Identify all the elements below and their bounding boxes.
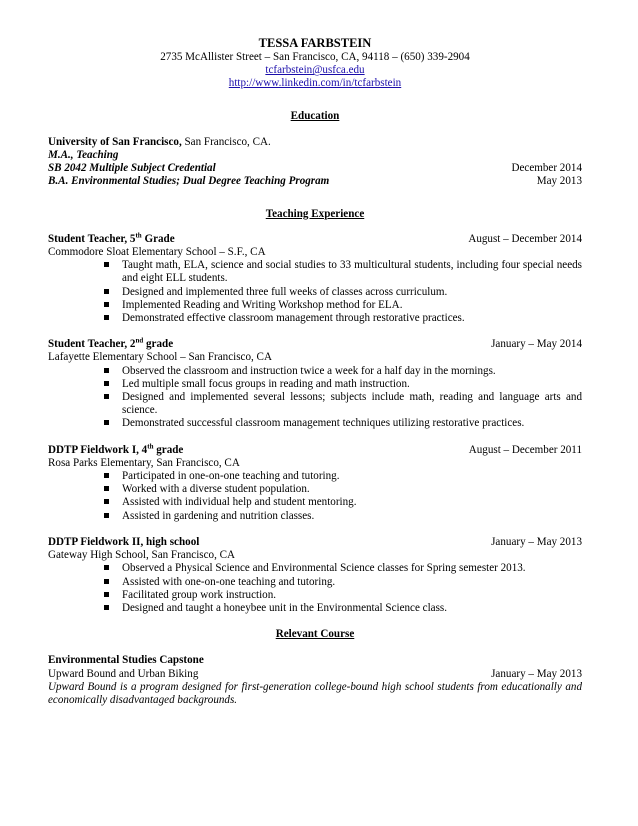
job-entry <box>48 441 582 536</box>
bullet-text: Worked with a diverse student population. <box>122 483 310 496</box>
square-bullet-icon <box>104 605 109 610</box>
bullet-text: Demonstrated effective classroom management through restorative practices. <box>122 312 465 325</box>
list-item <box>122 589 582 602</box>
course-org: Upward Bound and Urban Biking <box>48 667 199 680</box>
job-date: August – December 2014 <box>468 232 582 245</box>
list-item <box>122 576 582 589</box>
candidate-name: TESSA FARBSTEIN <box>258 36 372 50</box>
course-date: January – May 2013 <box>491 667 582 680</box>
list-item <box>122 602 582 615</box>
credential-date: December 2014 <box>511 162 582 175</box>
job-title-suffix: grade <box>143 338 174 351</box>
bullet-text: Implemented Reading and Writing Workshop method for ELA. <box>122 298 403 311</box>
bullet-text: Designed and implemented several lessons; subjects include math, reading and language arts and science. <box>122 391 582 417</box>
list-item <box>122 299 582 312</box>
job-title-text: DDTP Fieldwork II, high school <box>48 535 200 548</box>
email-link[interactable]: tcfarbstein@usfca.edu <box>265 64 365 77</box>
square-bullet-icon <box>104 394 109 399</box>
bullet-text: Designed and implemented three full weeks of classes across curriculum. <box>122 285 448 298</box>
school-name: University of San Francisco, <box>48 135 182 148</box>
bullet-text: Facilitated group work instruction. <box>122 588 277 601</box>
job-title <box>48 338 173 351</box>
contact-address: 2735 McAllister Street – San Francisco, CA, 94118 – (650) 339-2904 <box>160 51 470 63</box>
job-date: January – May 2014 <box>491 338 582 351</box>
education-heading: Education <box>290 109 340 122</box>
square-bullet-icon <box>104 262 109 267</box>
job-title-row <box>48 536 582 549</box>
job-bullets <box>48 365 582 431</box>
bullet-text: Assisted with one-on-one teaching and tutoring. <box>122 575 336 588</box>
job-title-text: Student Teacher, 5 <box>48 232 136 245</box>
degree-ba-date: May 2013 <box>536 175 582 188</box>
credential-name: SB 2042 Multiple Subject Credential <box>48 162 216 175</box>
job-title-row <box>48 441 582 457</box>
square-bullet-icon <box>104 565 109 570</box>
list-item <box>122 417 582 430</box>
job-entry <box>48 536 582 628</box>
degree-ma: M.A., Teaching <box>48 149 119 162</box>
list-item <box>122 391 582 417</box>
square-bullet-icon <box>104 579 109 584</box>
job-title-suffix: grade <box>153 443 184 456</box>
job-entry <box>48 338 582 443</box>
square-bullet-icon <box>104 302 109 307</box>
job-title-text: Student Teacher, 2 <box>48 338 136 351</box>
degree-ba-row <box>48 175 582 188</box>
degree-ba: B.A. Environmental Studies; Dual Degree Teaching Program <box>48 175 330 188</box>
square-bullet-icon <box>104 486 109 491</box>
job-title-ordinal: th <box>147 441 154 450</box>
course-name: Environmental Studies Capstone <box>48 654 204 667</box>
job-bullets <box>48 470 582 523</box>
job-title-row <box>48 233 582 246</box>
bullet-text: Observed the classroom and instruction twice a week for a half day in the mornings. <box>122 364 496 377</box>
square-bullet-icon <box>104 592 109 597</box>
linkedin-link[interactable]: http://www.linkedin.com/in/tcfarbstein <box>228 77 402 90</box>
list-item <box>122 510 582 523</box>
credential-row <box>48 162 582 175</box>
square-bullet-icon <box>104 499 109 504</box>
resume-page <box>48 36 582 707</box>
job-title-text: DDTP Fieldwork I, 4 <box>48 443 148 456</box>
job-place: Gateway High School, San Francisco, CA <box>48 549 236 562</box>
list-item <box>122 378 582 391</box>
school-location: San Francisco, CA. <box>181 135 271 148</box>
job-title-ordinal: th <box>135 231 142 240</box>
square-bullet-icon <box>104 420 109 425</box>
bullet-text: Assisted with individual help and student mentoring. <box>122 496 357 509</box>
list-item <box>122 259 582 285</box>
square-bullet-icon <box>104 473 109 478</box>
job-date: January – May 2013 <box>491 535 582 548</box>
list-item <box>122 483 582 496</box>
square-bullet-icon <box>104 315 109 320</box>
square-bullet-icon <box>104 368 109 373</box>
job-bullets <box>48 259 582 325</box>
course-org-row <box>48 668 582 681</box>
list-item <box>122 562 582 575</box>
job-place: Lafayette Elementary School – San Francisco, CA <box>48 351 272 364</box>
course-description: Upward Bound is a program designed for first-generation college-bound high school students from educationally and economically disadvantaged backgrounds. <box>48 680 582 706</box>
list-item <box>122 312 582 325</box>
job-date: August – December 2011 <box>468 443 582 456</box>
bullet-text: Demonstrated successful classroom management techniques utilizing restorative practices. <box>122 417 525 430</box>
list-item <box>122 470 582 483</box>
course-heading: Relevant Course <box>275 628 355 641</box>
education-school-line <box>48 136 582 149</box>
bullet-text: Designed and taught a honeybee unit in the Environmental Science class. <box>122 601 448 614</box>
job-place: Rosa Parks Elementary, San Francisco, CA <box>48 456 240 469</box>
job-list <box>48 233 582 628</box>
job-bullets <box>48 562 582 615</box>
bullet-text: Taught math, ELA, science and social studies to 33 multicultural students, including four special needs and eight ELL students. <box>122 259 582 285</box>
job-title-suffix: Grade <box>141 232 175 245</box>
job-title <box>48 233 175 246</box>
bullet-text: Assisted in gardening and nutrition classes. <box>122 509 315 522</box>
square-bullet-icon <box>104 289 109 294</box>
job-title <box>48 536 199 549</box>
teaching-heading: Teaching Experience <box>265 207 365 220</box>
bullet-text: Participated in one-on-one teaching and tutoring. <box>122 470 340 483</box>
list-item <box>122 365 582 378</box>
job-place: Commodore Sloat Elementary School – S.F., CA <box>48 246 266 259</box>
list-item <box>122 496 582 509</box>
job-entry <box>48 233 582 338</box>
bullet-text: Led multiple small focus groups in reading and math instruction. <box>122 377 410 390</box>
square-bullet-icon <box>104 513 109 518</box>
square-bullet-icon <box>104 381 109 386</box>
list-item <box>122 286 582 299</box>
job-title <box>48 441 184 457</box>
job-title-row <box>48 338 582 351</box>
bullet-text: Observed a Physical Science and Environmental Science classes for Spring semester 2013. <box>122 562 526 575</box>
job-title-ordinal: nd <box>135 336 144 345</box>
